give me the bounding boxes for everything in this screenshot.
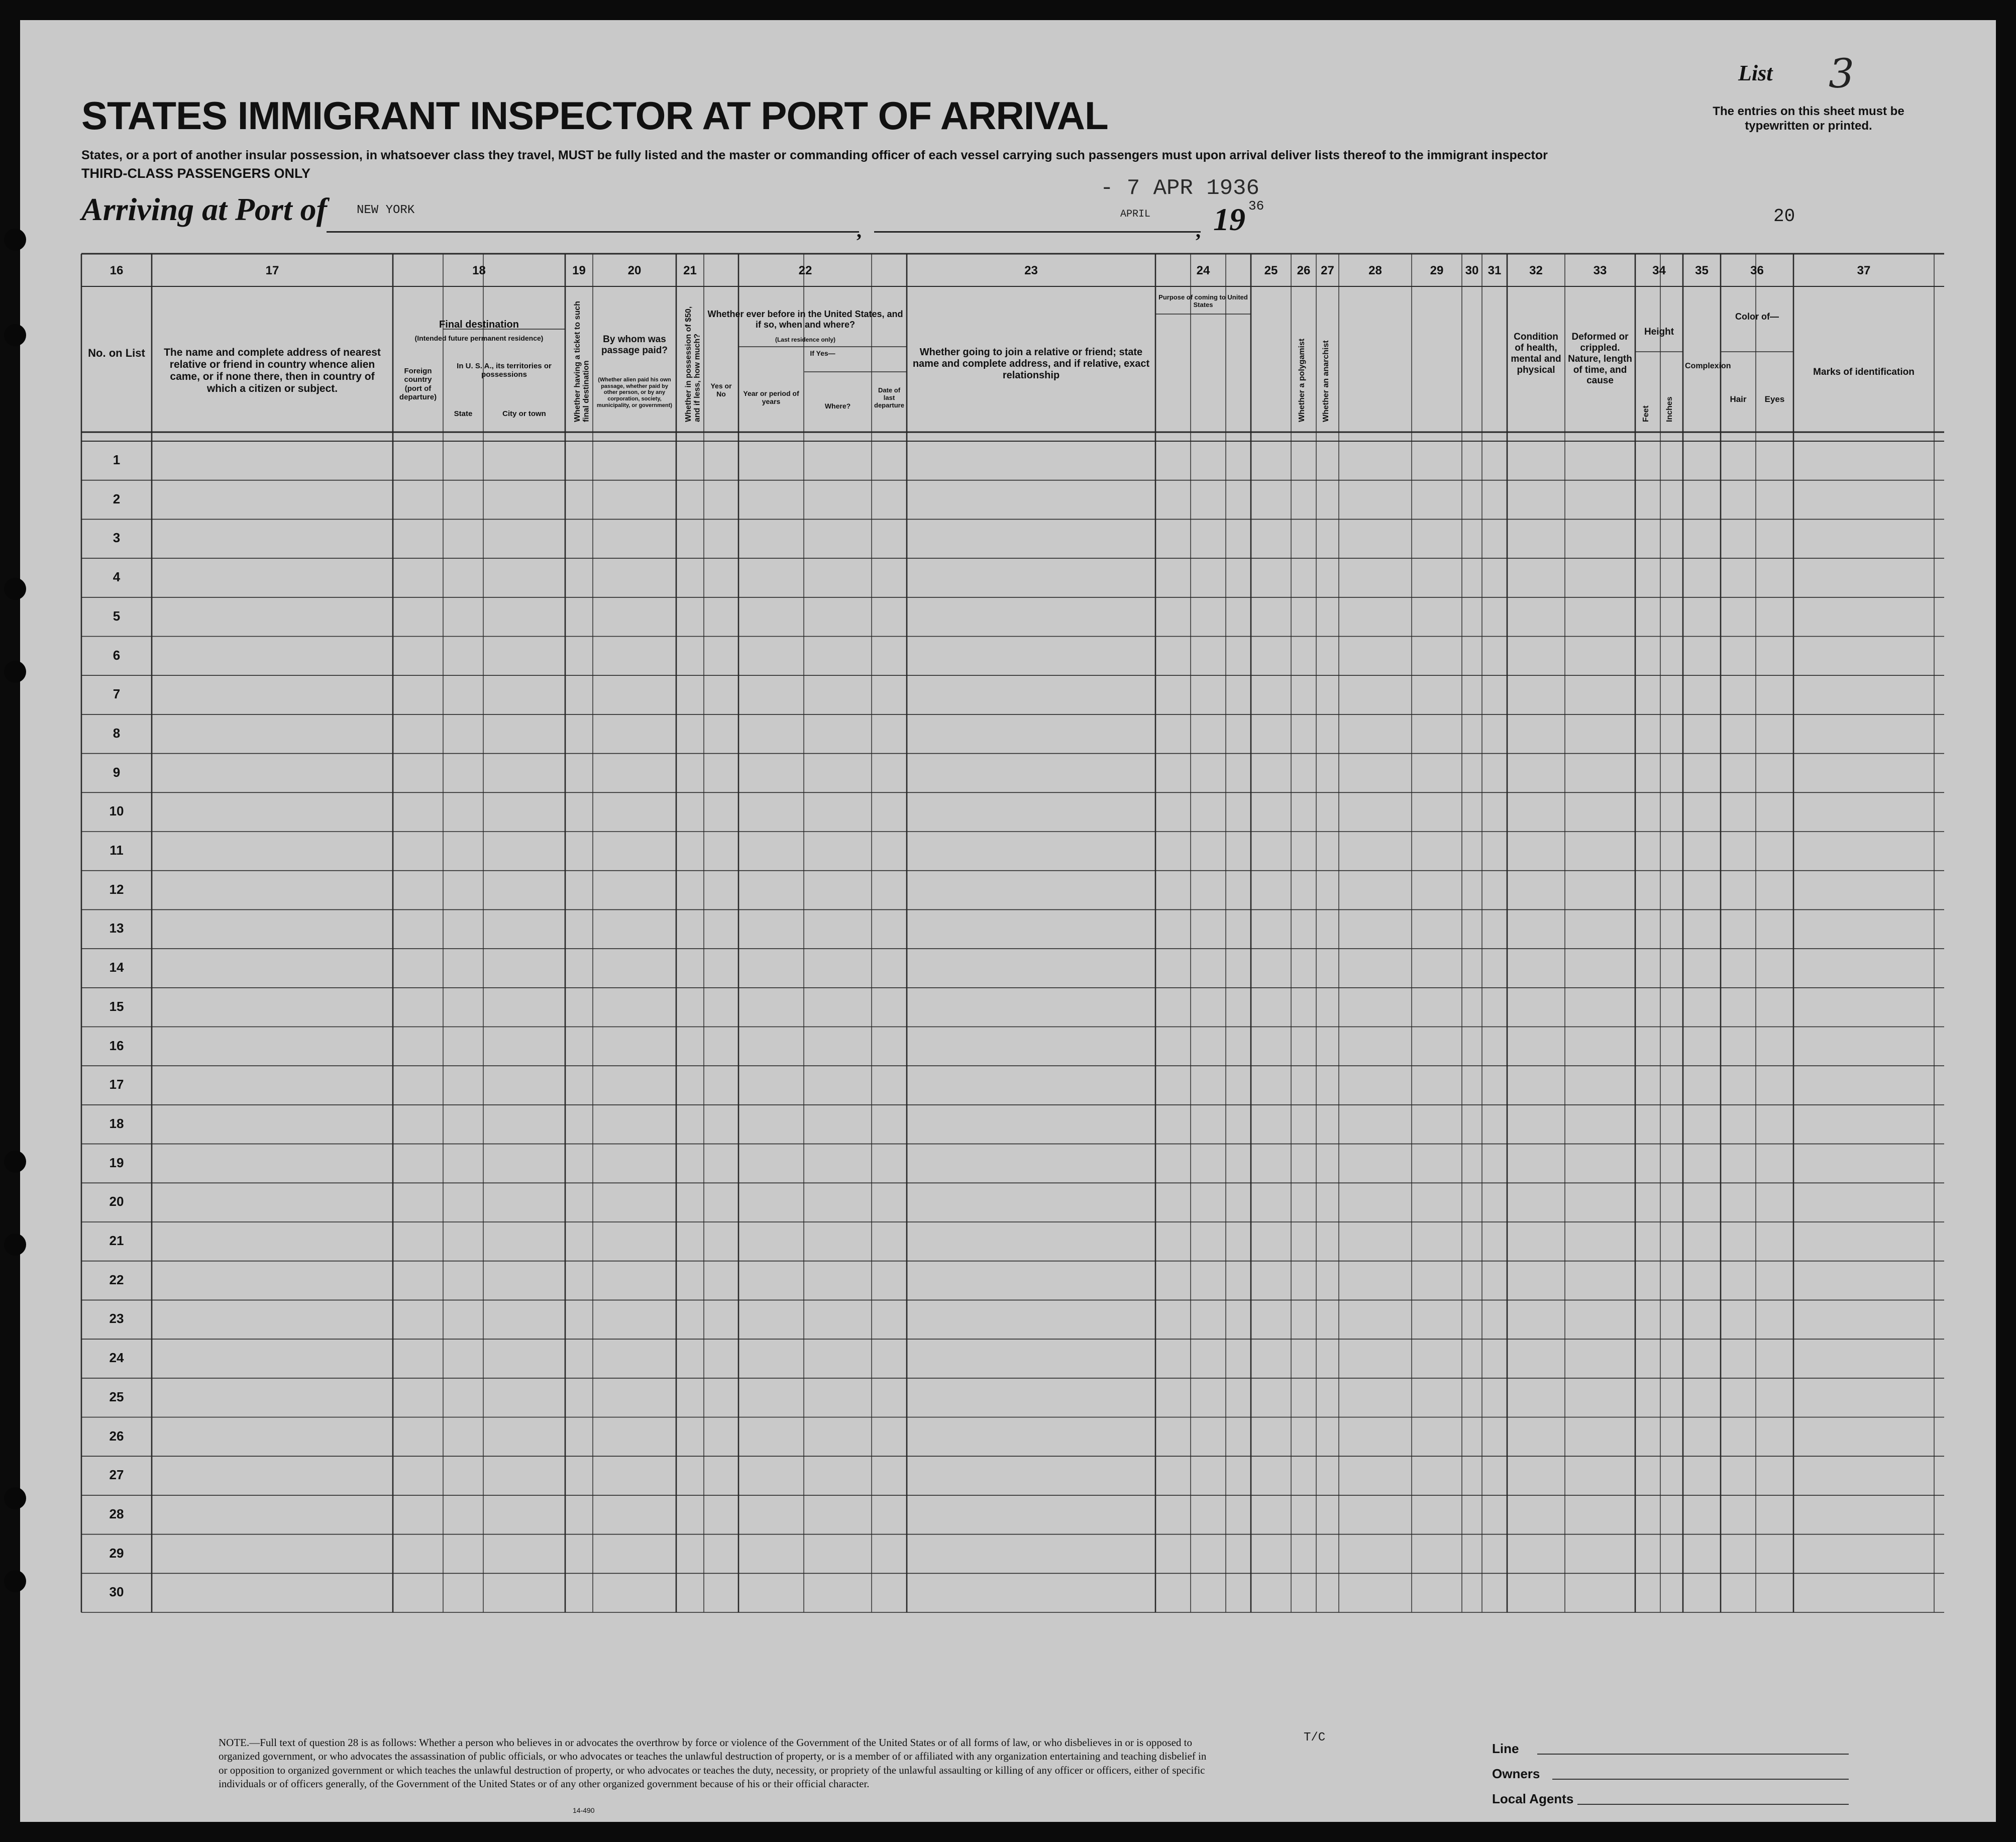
day-value: 20 — [1773, 206, 1795, 227]
line-label: Line — [1492, 1741, 1519, 1756]
row-number: 1 — [113, 452, 121, 467]
column-header: Foreign country (port of departure) — [399, 367, 437, 401]
column-number: 20 — [627, 264, 642, 277]
owners-rule — [1552, 1779, 1849, 1780]
column-number: 33 — [1593, 264, 1607, 277]
list-number: 3 — [1829, 50, 1854, 97]
column-number: 26 — [1297, 264, 1311, 277]
column-number: 36 — [1750, 264, 1764, 277]
column-number: 18 — [472, 264, 486, 277]
column-number: 35 — [1695, 264, 1709, 277]
year-prefix: 19 — [1213, 201, 1245, 237]
column-header-vertical: Whether a polygamist — [1298, 338, 1306, 422]
column-number: 37 — [1857, 264, 1871, 277]
column-header: Yes or No — [710, 382, 732, 398]
column-header: Whether going to join a relative or friend; state name and complete address, and if relative, exact relationship — [912, 347, 1150, 381]
binder-hole — [4, 1234, 26, 1256]
column-header-vertical: Whether an anarchist — [1321, 340, 1330, 422]
column-number: 27 — [1321, 264, 1334, 277]
row-number: 29 — [109, 1545, 124, 1561]
column-number: 16 — [110, 264, 124, 277]
column-number: 32 — [1529, 264, 1543, 277]
row-number: 9 — [113, 764, 121, 780]
month-value: APRIL — [1120, 209, 1151, 220]
column-header: Eyes — [1764, 394, 1785, 404]
question-28-note: NOTE.—Full text of question 28 is as follows: Whether a person who believes in or advocates the overthrow by force or violence of the Government of the United States or of all forms of law, or who disbelieves in or is opposed to organized government, or who advocates the assassination of public officials, or who advocates or teaches the unlawful destruction of property, or is a member of or affiliated with any organization entertaining and teaching disbelief in or opposition to organized government or which teaches the unlawful destruction of property, or who advocates or teaches the duty, necessity, or propriety of the unlawful assaulting or killing of any officer or officers, either of specific individuals or of officers generally, of the Government of the United States or of any other organized government because of his or their official character. — [219, 1736, 1207, 1790]
year-suffix: 36 — [1248, 198, 1264, 214]
subtitle: States, or a port of another insular possession, in whatsoever class they travel, MUST be fully listed and the master or commanding officer of each vessel carrying such passengers must upon arrival deliver lists thereof to the immigrant inspector — [81, 148, 1548, 162]
column-header: Date of last departure — [874, 386, 904, 409]
binder-hole — [4, 1570, 26, 1592]
column-number: 34 — [1652, 264, 1666, 277]
column-header-vertical: Inches — [1665, 396, 1674, 422]
binder-hole — [4, 1151, 26, 1173]
column-header: Color of— — [1735, 312, 1779, 322]
column-number: 24 — [1196, 264, 1210, 277]
row-number: 27 — [109, 1467, 124, 1483]
column-header: If Yes— — [810, 349, 835, 357]
column-number: 30 — [1465, 264, 1479, 277]
column-header: Whether ever before in the United States, and if so, when and where? — [707, 309, 903, 330]
column-header: Where? — [824, 402, 851, 410]
row-number: 3 — [113, 530, 121, 546]
column-header: Hair — [1730, 394, 1747, 404]
page-title: STATES IMMIGRANT INSPECTOR AT PORT OF ARRIVAL — [81, 93, 1108, 138]
column-header: By whom was passage paid? — [601, 334, 668, 356]
form-code: 14-490 — [573, 1806, 595, 1814]
comma-mark-2: , — [1196, 219, 1201, 242]
row-number: 4 — [113, 569, 121, 585]
column-header: Complexion — [1685, 362, 1731, 370]
row-number: 7 — [113, 686, 121, 702]
row-number: 8 — [113, 725, 121, 741]
comma-mark: , — [857, 219, 862, 242]
column-header: The name and complete address of nearest relative or friend in country whence alien came, or if none there, then in country of which a citizen or subject. — [164, 347, 381, 395]
row-number: 23 — [109, 1311, 124, 1326]
row-number: 22 — [109, 1272, 124, 1287]
row-number: 28 — [109, 1506, 124, 1521]
column-header: No. on List — [88, 347, 145, 359]
column-number: 19 — [572, 264, 586, 277]
column-header: Final destination — [439, 319, 519, 330]
column-header: Height — [1644, 327, 1674, 337]
column-header: Marks of identification — [1813, 367, 1915, 377]
owners-label: Owners — [1492, 1766, 1540, 1781]
column-header-vertical: Whether in possession of $50, and if less, how much? — [684, 306, 702, 422]
column-header: (Last residence only) — [775, 336, 836, 343]
row-number: 15 — [109, 998, 124, 1014]
column-header: Deformed or crippled. Nature, length of time, and cause — [1568, 332, 1632, 386]
tc-mark: T/C — [1304, 1731, 1326, 1745]
column-header: In U. S. A., its territories or possessions — [457, 362, 552, 379]
column-header: Year or period of years — [743, 389, 799, 406]
column-header: City or town — [502, 410, 546, 418]
line-rule — [1537, 1754, 1849, 1755]
binder-hole — [4, 324, 26, 346]
column-header: State — [454, 410, 473, 418]
row-number: 21 — [109, 1233, 124, 1248]
column-number: 28 — [1368, 264, 1382, 277]
column-number: 22 — [798, 264, 812, 277]
row-number: 25 — [109, 1389, 124, 1404]
column-number: 31 — [1488, 264, 1502, 277]
arriving-label: Arriving at Port of — [81, 191, 327, 227]
binder-hole — [4, 1487, 26, 1509]
row-number: 6 — [113, 647, 121, 663]
row-number: 19 — [109, 1155, 124, 1170]
class-line: THIRD-CLASS PASSENGERS ONLY — [81, 166, 311, 181]
row-number: 11 — [110, 843, 124, 858]
binder-hole — [4, 229, 26, 251]
row-number: 18 — [109, 1115, 124, 1131]
row-number: 30 — [109, 1584, 124, 1600]
row-number: 17 — [109, 1077, 124, 1092]
binder-hole — [4, 661, 26, 683]
column-header: Condition of health, mental and physical — [1511, 332, 1561, 375]
column-number: 29 — [1430, 264, 1444, 277]
row-number: 16 — [109, 1038, 124, 1053]
column-header-vertical: Feet — [1642, 405, 1650, 422]
table-grid — [20, 20, 1996, 1822]
agents-label: Local Agents — [1492, 1791, 1574, 1806]
column-header: (Intended future permanent residence) — [414, 334, 544, 342]
column-number: 17 — [265, 264, 279, 277]
binder-hole — [4, 578, 26, 600]
column-header: (Whether alien paid his own passage, whether paid by other person, or by any corporation, society, municipality, or government) — [596, 377, 673, 408]
stamp-date: - 7 APR 1936 — [1100, 176, 1259, 201]
row-number: 13 — [109, 920, 124, 936]
list-label: List — [1738, 61, 1773, 85]
row-number: 12 — [109, 881, 124, 897]
column-number: 23 — [1024, 264, 1038, 277]
row-number: 24 — [109, 1350, 124, 1366]
agents-rule — [1577, 1804, 1849, 1805]
column-number: 21 — [683, 264, 697, 277]
header-note: The entries on this sheet must be typewritten or printed. — [1713, 105, 1904, 133]
row-number: 5 — [113, 608, 121, 624]
column-header-vertical: Whether having a ticket to such final destination — [573, 301, 591, 422]
row-number: 26 — [109, 1428, 124, 1444]
row-number: 14 — [109, 960, 124, 975]
port-value: NEW YORK — [357, 203, 415, 217]
row-number: 20 — [109, 1194, 124, 1209]
column-number: 25 — [1264, 264, 1278, 277]
column-header: Purpose of coming to United States — [1158, 293, 1248, 309]
manifest-sheet — [20, 20, 1996, 1822]
row-number: 10 — [109, 803, 124, 819]
row-number: 2 — [113, 491, 121, 506]
